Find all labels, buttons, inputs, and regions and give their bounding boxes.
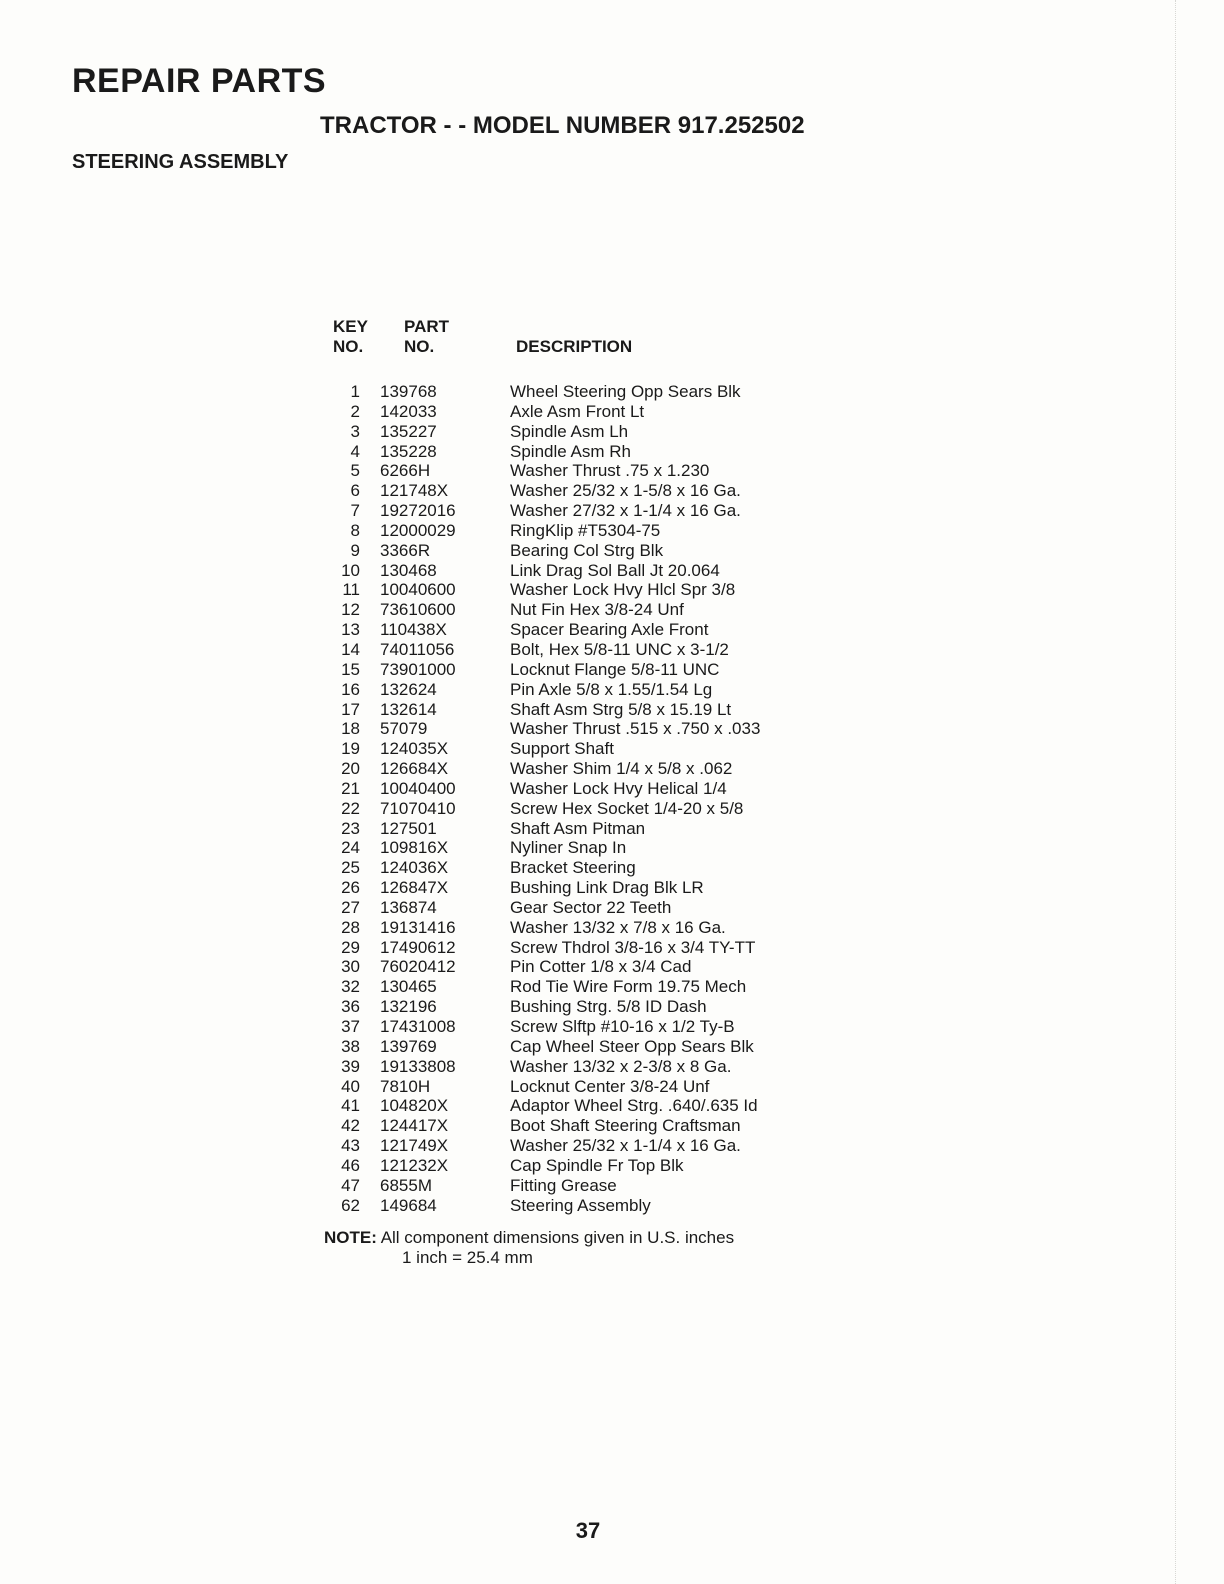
note-text-line2: 1 inch = 25.4 mm xyxy=(402,1248,533,1267)
part-description: Washer 25/32 x 1-1/4 x 16 Ga. xyxy=(510,1136,741,1156)
part-number: 76020412 xyxy=(380,957,456,977)
part-description: Link Drag Sol Ball Jt 20.064 xyxy=(510,560,720,580)
key-number: 37 xyxy=(341,1017,360,1036)
key-number: 46 xyxy=(341,1155,360,1175)
part-description: Spindle Asm Lh xyxy=(510,421,629,441)
part-description: Bushing Strg. 5/8 ID Dash xyxy=(510,997,707,1017)
page-edge xyxy=(1174,0,1176,1584)
key-number: 38 xyxy=(341,1036,360,1056)
column-header-part-no xyxy=(404,317,449,357)
part-description: Washer Thrust .75 x 1.230 xyxy=(510,461,710,481)
table-row xyxy=(320,600,880,620)
table-row xyxy=(320,719,880,739)
column-header-key-line2: NO. xyxy=(333,337,364,356)
table-row xyxy=(320,541,880,561)
part-number: 149684 xyxy=(380,1195,437,1215)
table-row xyxy=(320,521,880,541)
part-number: 57079 xyxy=(380,719,428,739)
table-row xyxy=(320,819,880,839)
key-number: 13 xyxy=(341,620,360,640)
part-number: 126684X xyxy=(380,759,449,779)
part-description: Adaptor Wheel Strg. .640/.635 Id xyxy=(510,1096,758,1116)
part-description: Washer 27/32 x 1-1/4 x 16 Ga. xyxy=(510,501,741,521)
table-row xyxy=(320,680,880,700)
part-number: 132624 xyxy=(380,679,437,699)
part-description: Shaft Asm Pitman xyxy=(510,818,646,838)
table-row xyxy=(320,779,880,799)
table-row xyxy=(320,1136,880,1156)
table-row xyxy=(320,918,880,938)
part-number: 136874 xyxy=(380,897,437,917)
key-number: 23 xyxy=(341,818,360,838)
key-number: 10 xyxy=(341,560,360,580)
part-number: 17431008 xyxy=(380,1017,456,1036)
key-number: 36 xyxy=(341,997,360,1017)
part-number: 12000029 xyxy=(380,520,456,540)
part-number: 127501 xyxy=(380,818,437,838)
key-number: 21 xyxy=(341,778,360,798)
part-description: Washer Lock Hvy Helical 1/4 xyxy=(510,778,727,798)
part-number: 19272016 xyxy=(380,501,456,521)
part-description: Gear Sector 22 Teeth xyxy=(510,897,672,917)
part-number: 135227 xyxy=(380,421,437,441)
parts-table xyxy=(320,382,880,1215)
page-title: REPAIR PARTS xyxy=(72,62,327,100)
part-number: 132196 xyxy=(380,997,437,1017)
part-number: 6855M xyxy=(380,1175,432,1195)
table-row xyxy=(320,1116,880,1136)
part-description: Boot Shaft Steering Craftsman xyxy=(510,1116,741,1136)
part-description: Washer Shim 1/4 x 5/8 x .062 xyxy=(510,759,733,779)
part-number: 109816X xyxy=(380,838,449,858)
part-number: 110438X xyxy=(380,620,447,640)
table-row xyxy=(320,1096,880,1116)
key-number: 17 xyxy=(341,699,360,719)
key-number: 9 xyxy=(350,540,360,560)
table-row xyxy=(320,501,880,521)
note xyxy=(324,1228,735,1267)
part-number: 132614 xyxy=(380,699,437,719)
part-number: 139769 xyxy=(380,1036,437,1056)
column-header-part-line1: PART xyxy=(404,317,450,336)
column-header-key-line1: KEY xyxy=(333,317,368,336)
key-number: 28 xyxy=(341,917,360,937)
part-description: Cap Spindle Fr Top Blk xyxy=(510,1155,684,1175)
key-number: 26 xyxy=(341,878,360,898)
part-description: Pin Cotter 1/8 x 3/4 Cad xyxy=(510,957,692,977)
part-number: 121232X xyxy=(380,1155,449,1175)
part-description: Shaft Asm Strg 5/8 x 15.19 Lt xyxy=(510,699,732,719)
part-number: 124035X xyxy=(380,739,449,759)
table-row xyxy=(320,660,880,680)
table-row xyxy=(320,620,880,640)
key-number: 20 xyxy=(341,759,360,779)
key-number: 43 xyxy=(341,1136,360,1156)
part-description: Screw Hex Socket 1/4-20 x 5/8 xyxy=(510,798,744,818)
table-row xyxy=(320,1017,880,1037)
key-number: 42 xyxy=(341,1116,360,1136)
key-number: 25 xyxy=(341,858,360,878)
key-number: 8 xyxy=(350,520,360,540)
part-number: 3366R xyxy=(380,540,431,560)
key-number: 12 xyxy=(341,600,360,620)
part-description: Washer 13/32 x 2-3/8 x 8 Ga. xyxy=(510,1056,732,1076)
key-number: 14 xyxy=(341,639,360,659)
part-description: Screw Thdrol 3/8-16 x 3/4 TY-TT xyxy=(510,937,756,957)
key-number: 62 xyxy=(341,1195,360,1215)
note-label: NOTE: xyxy=(324,1228,377,1247)
part-description: Washer 13/32 x 7/8 x 16 Ga. xyxy=(510,917,726,937)
part-description: Nyliner Snap In xyxy=(510,838,627,858)
part-description: Steering Assembly xyxy=(510,1195,651,1215)
key-number: 19 xyxy=(341,739,360,759)
key-number: 40 xyxy=(341,1076,360,1096)
part-description: Screw Slftp #10-16 x 1/2 Ty-B xyxy=(510,1017,735,1036)
table-row xyxy=(320,580,880,600)
key-number: 3 xyxy=(350,421,360,441)
part-number: 139768 xyxy=(380,382,437,401)
table-row xyxy=(320,700,880,720)
part-number: 121749X xyxy=(380,1136,449,1156)
part-number: 6266H xyxy=(380,461,431,481)
column-header-key-no xyxy=(333,317,368,357)
table-row xyxy=(320,561,880,581)
part-description: Wheel Steering Opp Sears Blk xyxy=(510,382,741,401)
part-number: 124036X xyxy=(380,858,449,878)
page-number: 37 xyxy=(575,1518,601,1543)
part-description: Spindle Asm Rh xyxy=(510,441,631,461)
part-description: Locknut Center 3/8-24 Unf xyxy=(510,1076,710,1096)
table-row xyxy=(320,739,880,759)
table-row xyxy=(320,838,880,858)
part-number: 17490612 xyxy=(380,937,456,957)
key-number: 16 xyxy=(341,679,360,699)
part-number: 7810H xyxy=(380,1076,431,1096)
column-header-part-line2: NO. xyxy=(404,337,435,356)
part-number: 10040600 xyxy=(380,580,456,600)
key-number: 11 xyxy=(342,580,360,600)
table-row xyxy=(320,759,880,779)
part-number: 19131416 xyxy=(380,917,456,937)
part-number: 74011056 xyxy=(380,639,455,659)
table-row xyxy=(320,1176,880,1196)
part-description: Bushing Link Drag Blk LR xyxy=(510,878,704,898)
table-row xyxy=(320,422,880,442)
key-number: 39 xyxy=(341,1056,360,1076)
part-description: Bearing Col Strg Blk xyxy=(510,540,664,560)
key-number: 22 xyxy=(341,798,360,818)
table-row xyxy=(320,1037,880,1057)
key-number: 2 xyxy=(350,401,360,421)
table-row xyxy=(320,1196,880,1216)
table-row xyxy=(320,1077,880,1097)
key-number: 41 xyxy=(341,1096,360,1116)
part-description: RingKlip #T5304-75 xyxy=(510,520,661,540)
table-row xyxy=(320,402,880,422)
model-number-heading: TRACTOR - - MODEL NUMBER 917.252502 xyxy=(320,112,805,139)
table-row xyxy=(320,442,880,462)
key-number: 18 xyxy=(341,719,360,739)
key-number: 4 xyxy=(350,441,360,461)
part-number: 126847X xyxy=(380,878,449,898)
table-row xyxy=(320,382,880,402)
part-number: 73901000 xyxy=(380,659,456,679)
part-description: Spacer Bearing Axle Front xyxy=(510,620,709,640)
part-number: 73610600 xyxy=(380,600,456,620)
key-number: 15 xyxy=(341,659,360,679)
key-number: 24 xyxy=(341,838,360,858)
table-row xyxy=(320,938,880,958)
key-number: 29 xyxy=(341,937,360,957)
key-number: 47 xyxy=(341,1175,360,1195)
part-number: 135228 xyxy=(380,441,437,461)
part-number: 130465 xyxy=(380,977,437,997)
part-description: Bracket Steering xyxy=(510,858,636,878)
part-description: Bolt, Hex 5/8-11 UNC x 3-1/2 xyxy=(510,639,729,659)
part-number: 71070410 xyxy=(380,798,456,818)
key-number: 6 xyxy=(350,481,360,501)
table-row xyxy=(320,1156,880,1176)
table-row xyxy=(320,461,880,481)
table-row xyxy=(320,640,880,660)
table-row xyxy=(320,799,880,819)
key-number: 1 xyxy=(350,382,360,401)
part-description: Rod Tie Wire Form 19.75 Mech xyxy=(510,977,747,997)
part-number: 10040400 xyxy=(380,778,456,798)
table-row xyxy=(320,878,880,898)
part-number: 104820X xyxy=(380,1096,449,1116)
part-number: 130468 xyxy=(380,560,437,580)
part-description: Locknut Flange 5/8-11 UNC xyxy=(510,659,720,679)
part-description: Axle Asm Front Lt xyxy=(510,401,645,421)
part-number: 124417X xyxy=(380,1116,449,1136)
table-row xyxy=(320,481,880,501)
part-description: Washer Thrust .515 x .750 x .033 xyxy=(510,719,761,739)
column-header-description: DESCRIPTION xyxy=(516,337,633,356)
part-description: Fitting Grease xyxy=(510,1175,617,1195)
part-description: Nut Fin Hex 3/8-24 Unf xyxy=(510,600,684,620)
key-number: 27 xyxy=(341,897,360,917)
table-row xyxy=(320,957,880,977)
table-row xyxy=(320,858,880,878)
key-number: 30 xyxy=(341,957,360,977)
section-heading: STEERING ASSEMBLY xyxy=(72,151,289,173)
part-description: Washer Lock Hvy Hlcl Spr 3/8 xyxy=(510,580,736,600)
key-number: 5 xyxy=(350,461,360,481)
table-row xyxy=(320,898,880,918)
part-description: Washer 25/32 x 1-5/8 x 16 Ga. xyxy=(510,481,741,501)
note-text-line1: All component dimensions given in U.S. inches xyxy=(380,1228,735,1247)
table-row xyxy=(320,1057,880,1077)
key-number: 32 xyxy=(341,977,360,997)
table-row xyxy=(320,977,880,997)
key-number: 7 xyxy=(350,501,360,521)
parts-table-body xyxy=(320,382,880,1215)
part-description: Pin Axle 5/8 x 1.55/1.54 Lg xyxy=(510,679,713,699)
part-number: 121748X xyxy=(380,481,449,501)
part-number: 142033 xyxy=(380,401,437,421)
part-number: 19133808 xyxy=(380,1056,456,1076)
part-description: Support Shaft xyxy=(510,739,614,759)
part-description: Cap Wheel Steer Opp Sears Blk xyxy=(510,1036,754,1056)
table-row xyxy=(320,997,880,1017)
